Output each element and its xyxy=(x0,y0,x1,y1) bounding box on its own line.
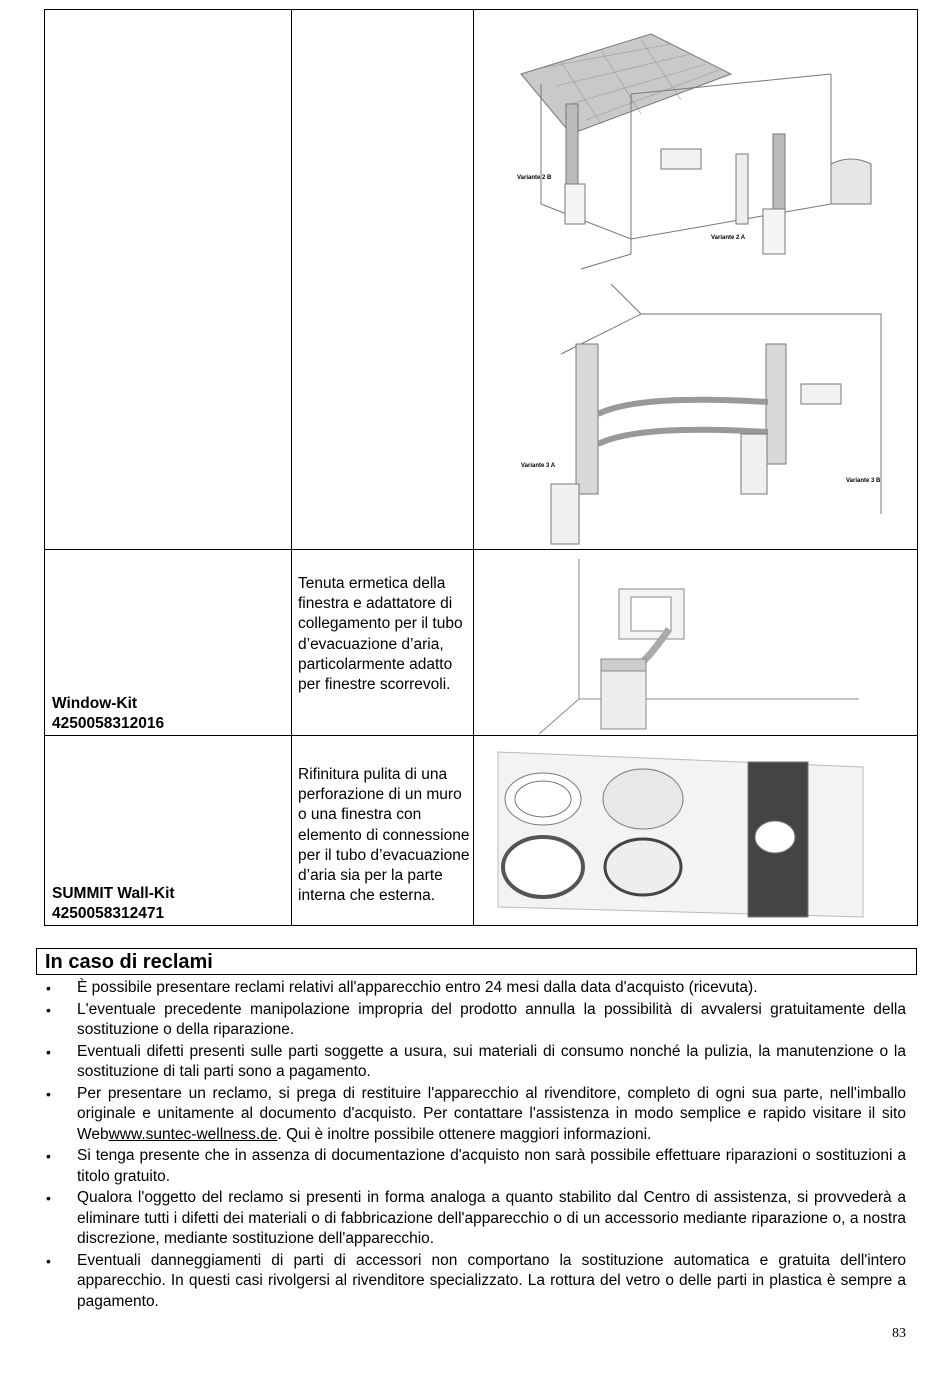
list-item-text: Per presentare un reclamo, si prega di restituire l'apparecchio al rivenditore, completo di ogni sua parte, nell'imballo originale e unitamente al documento d'acquisto. Per contattare l'assistenza in modo semplice e rapido visitare il sito Web xyxy=(77,1084,906,1143)
upper-room-illustration xyxy=(521,34,871,269)
list-item-text-tail: . Qui è inoltre possibile ottenere maggiori informazioni. xyxy=(277,1125,652,1143)
wall-kit-name: SUMMIT Wall-Kit xyxy=(52,885,175,902)
list-item-text: È possibile presentare reclami relativi all'apparecchio entro 24 mesi dalla data d'acquisto (ricevuta). xyxy=(77,979,758,996)
section-header xyxy=(36,948,917,975)
list-item xyxy=(0,1146,950,1187)
bullet-icon: • xyxy=(46,1148,51,1164)
installation-variants-figure xyxy=(501,14,901,549)
list-item xyxy=(0,1188,950,1250)
list-item xyxy=(0,1042,950,1083)
figure-label-variant-2b: Variante 2 B xyxy=(517,175,552,181)
list-item xyxy=(0,978,950,999)
figure-label-variant-2a: Variante 2 A xyxy=(711,235,746,241)
bullet-icon: • xyxy=(46,1043,51,1060)
list-item-text: Eventuali difetti presenti sulle parti soggette a usura, sui materiali di consumo nonché la pulizia, la manutenzione o la sostituzione di tali parti sono a pagamento. xyxy=(77,1042,906,1080)
bullet-icon: • xyxy=(46,1085,51,1102)
section-title: In caso di reclami xyxy=(45,951,213,973)
window-kit-illustration xyxy=(539,559,859,739)
lower-room-illustration xyxy=(551,284,881,544)
accessories-table xyxy=(44,9,918,926)
list-item-text: Qualora l'oggetto del reclamo si presenti in forma analoga a quanto stabilito dal Centro di assistenza, si provvederà a eliminare tutti i difetti dei materiali o di fabbricazione dell'apparecchio o di un accessorio mediante riparazione o, a nostra discrezione, mediante sostituzione dell'apparecchio. xyxy=(77,1189,906,1247)
bullet-icon: • xyxy=(46,1001,51,1018)
list-item-text: Si tenga presente che in assenza di documentazione d'acquisto non sarà possibile effettuare riparazioni o sostituzioni a titolo gratuito. xyxy=(77,1147,906,1185)
row-divider-1 xyxy=(45,549,917,550)
wall-kit-illustration xyxy=(493,747,873,927)
page-number: 83 xyxy=(892,1326,906,1341)
window-kit-description: Tenuta ermetica della finestra e adattatore di collegamento per il tubo d’evacuazione d’aria, particolarmente adatto per finestre scorrevoli. xyxy=(298,575,463,694)
website-link[interactable]: www.suntec-wellness.de xyxy=(108,1125,278,1143)
figure-label-variant-3a: Variante 3 A xyxy=(521,463,556,469)
wall-kit-code: 4250058312471 xyxy=(52,905,165,922)
list-item xyxy=(0,1251,950,1313)
wall-kit-description: Rifinitura pulita di una perforazione di un muro o una finestra con elemento di connessione per il tubo d’evacuazione d’aria sia per la parte interna che esterna. xyxy=(298,766,470,905)
bullet-icon: • xyxy=(46,1252,51,1269)
list-item xyxy=(0,1084,950,1146)
bullet-icon: • xyxy=(46,1190,51,1206)
complaints-list xyxy=(0,978,950,1313)
column-divider-1 xyxy=(291,10,292,925)
window-kit-code: 4250058312016 xyxy=(52,715,165,732)
list-item-text: Eventuali danneggiamenti di parti di accessori non comportano la sostituzione automatica e gratuita dell'intero apparecchio. In questi casi rivolgersi al rivenditore specializzato. La rottura del vetro o delle parti in plastica è sempre a pagamento. xyxy=(77,1251,906,1310)
window-kit-name: Window-Kit xyxy=(52,695,138,712)
bullet-icon: • xyxy=(46,980,51,996)
list-item xyxy=(0,1000,950,1041)
figure-label-variant-3b: Variante 3 B xyxy=(846,478,881,484)
column-divider-2 xyxy=(473,10,474,925)
row-1-product-cell xyxy=(52,694,282,734)
list-item-text: L'eventuale precedente manipolazione impropria del prodotto annulla la possibilità di avvalersi gratuitamente della sostituzione o della riparazione. xyxy=(77,1000,906,1038)
row-2-product-cell xyxy=(52,884,282,924)
